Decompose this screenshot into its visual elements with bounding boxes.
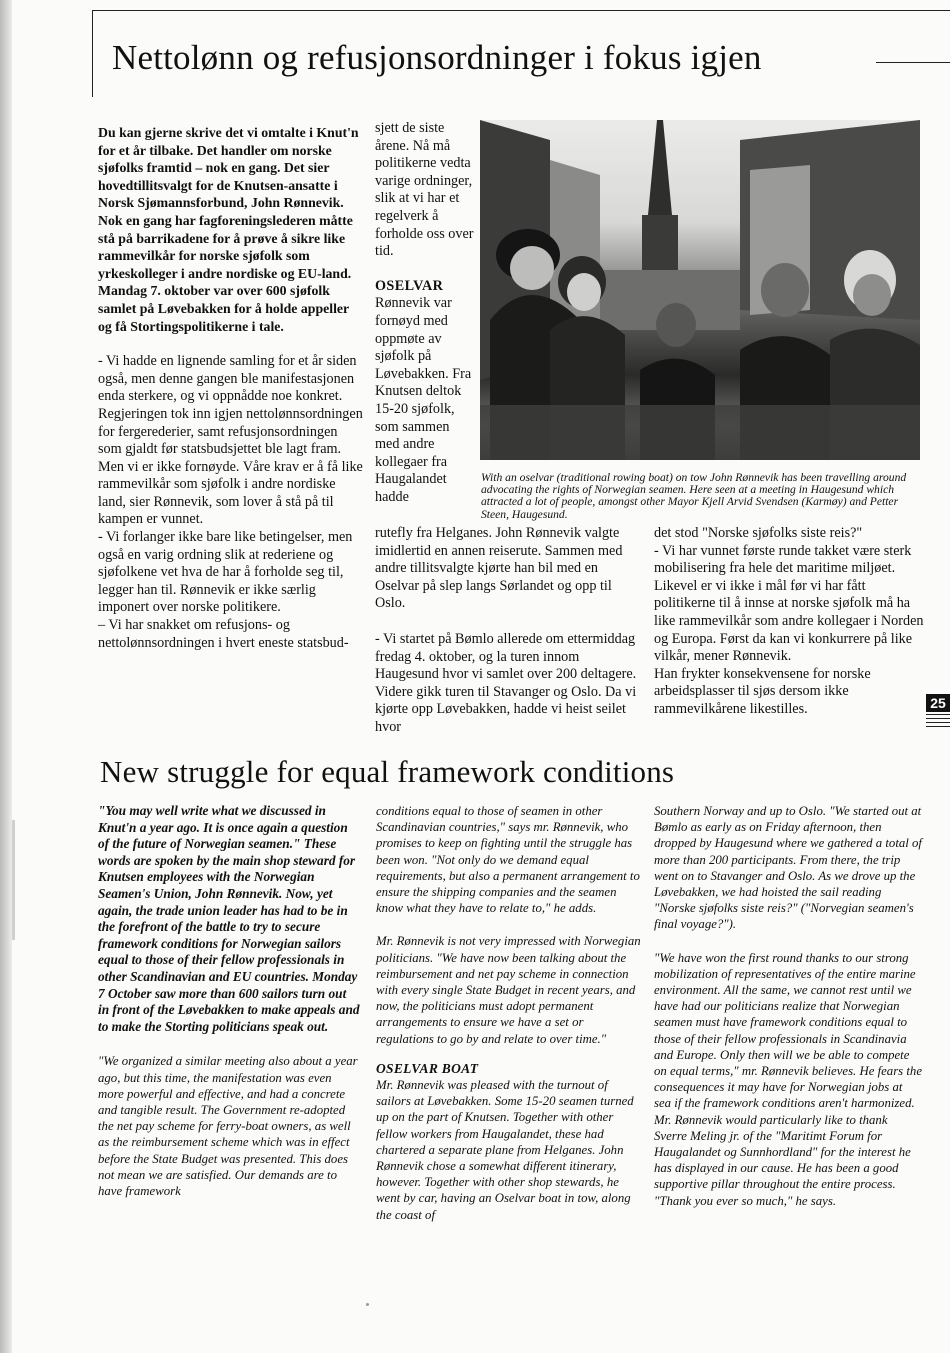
en-column-2 (376, 803, 641, 1223)
no-column-1 (98, 124, 363, 652)
page-fold-shadow (0, 0, 12, 1353)
no-paragraph: - Vi har vunnet første runde takket være sterk mobilisering fra hele det maritime miljøet. Likevel er vi ikke i mål før vi har fått politikerne til å innse at norske sjøfolk må ha like rammevilkår som andre kollegaer i Norden og Europa. Først da kan vi konkurrere på like vilkår, mener Rønnevik. (654, 542, 924, 665)
no-column-2-upper (375, 120, 475, 506)
en-paragraph: Mr. Rønnevik is not very impressed with Norwegian politicians. "We have now been talking about the reimbursement and net pay scheme in connection with every single State Budget in recent years, and now, the politicians must adopt permanent arrangements to ensure we have a set or regulations to go by and relate to over time." (376, 934, 641, 1046)
no-paragraph: det stod "Norske sjøfolks siste reis?" (654, 525, 863, 541)
en-paragraph: "We have won the first round thanks to our strong mobilization of representatives of the entire marine environment. All the same, we cannot rest until we have had our politicians realize that Norwegian seamen must have framework conditions equal to those of their fellow professionals in Scandinavia and Europe. Only then will we be able to compete on equal terms," mr. Rønnevik believes. He fears the consequences it may have for Norwegian jobs at sea if the framework conditions aren't harmonized. Mr. Rønnevik would particularly like to thank Sverre Meling jr. of the "Maritimt Forum for Haugalandet og Sunnhordland" for the interest he has displayed in our cause. He has been a good supportive pillar throughout the entire process. "Thank you ever so much," he says. (654, 950, 922, 1208)
no-paragraph: rutefly fra Helganes. John Rønnevik valgte imidlertid en annen reiserute. Sammen med andre tillitsvalgte kjørte han bil med en Oselvar på slep langs Sørlandet og opp til Oslo. (375, 525, 623, 612)
no-paragraph: Han frykter konsekvensene for norske arbeidsplasser til sjøs dersom ikke rammevilkårene likestilles. (654, 665, 871, 717)
en-paragraph: "We organized a similar meeting also about a year ago, but this time, the manifestation was even more powerful and effective, and had a concrete and tangible result. The Government re-adopted the net pay scheme for ferry-boat owners, as well as the reimbursement scheme which was in effect before the State Budget was presented. This does not mean we are satisfied. Our demands are to have framework (98, 1054, 358, 1198)
no-column-2-lower (375, 525, 645, 737)
en-lead-paragraph: "You may well write what we discussed in Knut'n a year ago. It is once again a question of the future of Norwegian seamen." These words are spoken by the main shop steward for Knutsen employees with the Norwegian Seamen's Union, John Rønnevik. Now, yet again, the trade union leader has had to be in the forefront of the battle to try to secure framework conditions for Norwegian sailors equal to those of their fellow professionals in other Scandinavian and EU countries. Monday 7 October saw more than 600 sailors turn out in front of the Løvebakken to make appeals and to make the Storting politicians speak out. (98, 803, 360, 1034)
page-fold-mark (12, 820, 15, 940)
no-subheading-oselvar: OSELVAR (375, 277, 444, 294)
en-paragraph: Southern Norway and up to Oslo. "We started out at Bømlo as early as on Friday afternoon, then dropped by Haugesund where we gathered a total of more than 200 participants. From there, the trip went on to Stavanger and Oslo. As we drove up the Løvebakken, we had hoisted the sail reading "Norske sjøfolks siste reis?" ("Norvegian seamen's final voyage?"). (654, 804, 922, 932)
title-rule (876, 62, 950, 63)
no-paragraph: - Vi startet på Bømlo allerede om ettermiddag fredag 4. oktober, og la turen innom Haugesund hvor vi samlet over 200 deltagere. Videre gikk turen til Stavanger og Oslo. Da vi kjørte opp Løvebakken, hadde vi heist seilet hvor (375, 630, 637, 735)
no-paragraph: - Vi forlanger ikke bare like betingelser, men også en varig ordning slik at rederiene og sjøfolkene vet hva de har å forholde seg til, legger han til. Rønnevik er ikke særlig imponert over norske politikere. (98, 529, 353, 616)
article-title-english: New struggle for equal framework conditions (100, 754, 675, 789)
en-paragraph: conditions equal to those of seamen in other Scandinavian countries," says mr. Rønnevik, who promises to keep on fighting until the struggle has been won. "Not only do we demand equal requirements, but also a permanent arrangement to ensure the shipping companies and the seamen know what they have to relate to," he adds. (376, 804, 640, 916)
en-column-1 (98, 803, 360, 1199)
page-number-rules (926, 714, 950, 730)
article-title-norwegian: Nettolønn og refusjonsordninger i fokus igjen (112, 38, 762, 77)
page-number: 25 (926, 694, 950, 712)
photo-caption: With an oselvar (traditional rowing boat) on tow John Rønnevik has been travelling around advocating the rights of Norwegian seamen. Here seen at a meeting in Haugesund which attracted a lot of people, amongst other Mayor Kjell Arvid Svendsen (Karmøy) and Petter Steen, Haugesund. (481, 471, 907, 521)
no-paragraph: Rønnevik var fornøyd med oppmøte av sjøfolk på Løvebakken. Fra Knutsen deltok 15-20 sjøfolk, som sammen med andre kollegaer fra Haugalandet hadde (375, 295, 472, 505)
en-paragraph: Mr. Rønnevik was pleased with the turnout of sailors at Løvebakken. Some 15-20 seamen turned up on the part of Knutsen. Together with other fellow workers from Haugalandet, these had chartered a separate plane from Helganes. John Rønnevik chose a somewhat different itinerary, however. Together with other shop stewards, he went by car, having an Oselvar boat in tow, along the coast of (376, 1078, 634, 1222)
no-paragraph: – Vi har snakket om refusjons- og nettolønnsordningen i hvert eneste statsbud- (98, 617, 349, 651)
no-paragraph: - Vi hadde en lignende samling for et år siden også, men denne gangen ble manifestasjonen enda sterkere, og vi oppnådde noe konkret. Regjeringen tok inn igjen nettolønnsordningen for fergerederier, samt refusjonsordningen som gjaldt før statsbudsjettet ble lagt fram. Men vi er ikke fornøyde. Våre krav er å få like rammevilkår som sjøfolk i andre nordiske land, sier Rønnevik, som lover å stå på til kampen er vunnet. (98, 353, 363, 528)
no-lead-paragraph: Du kan gjerne skrive det vi omtalte i Knut'n for et år tilbake. Det handler om norske sjøfolks framtid – nok en gang. Det sier hovedtillitsvalgt for de Knutsen-ansatte i Norsk Sjømannsforbund, John Rønnevik. Nok en gang har fagforeningslederen måtte stå på barrikadene for å prøve å sikre like rammevilkår for norske sjøfolk som yrkeskolleger i andre nordiske og EU-land. Mandag 7. oktober var over 600 sjøfolk samlet på Løvebakken for å holde appeller og få Stortingspolitikerne i tale. (98, 125, 359, 334)
no-paragraph: sjett de siste årene. Nå må politikerne vedta varige ordninger, slik at vi har et regelverk å forholde oss over tid. (375, 120, 474, 260)
en-subheading-oselvar-boat: OSELVAR BOAT (376, 1060, 479, 1076)
no-column-3 (654, 525, 924, 719)
photo-seamen-street (480, 120, 920, 460)
print-speck (366, 1303, 369, 1306)
en-column-3 (654, 803, 922, 1209)
